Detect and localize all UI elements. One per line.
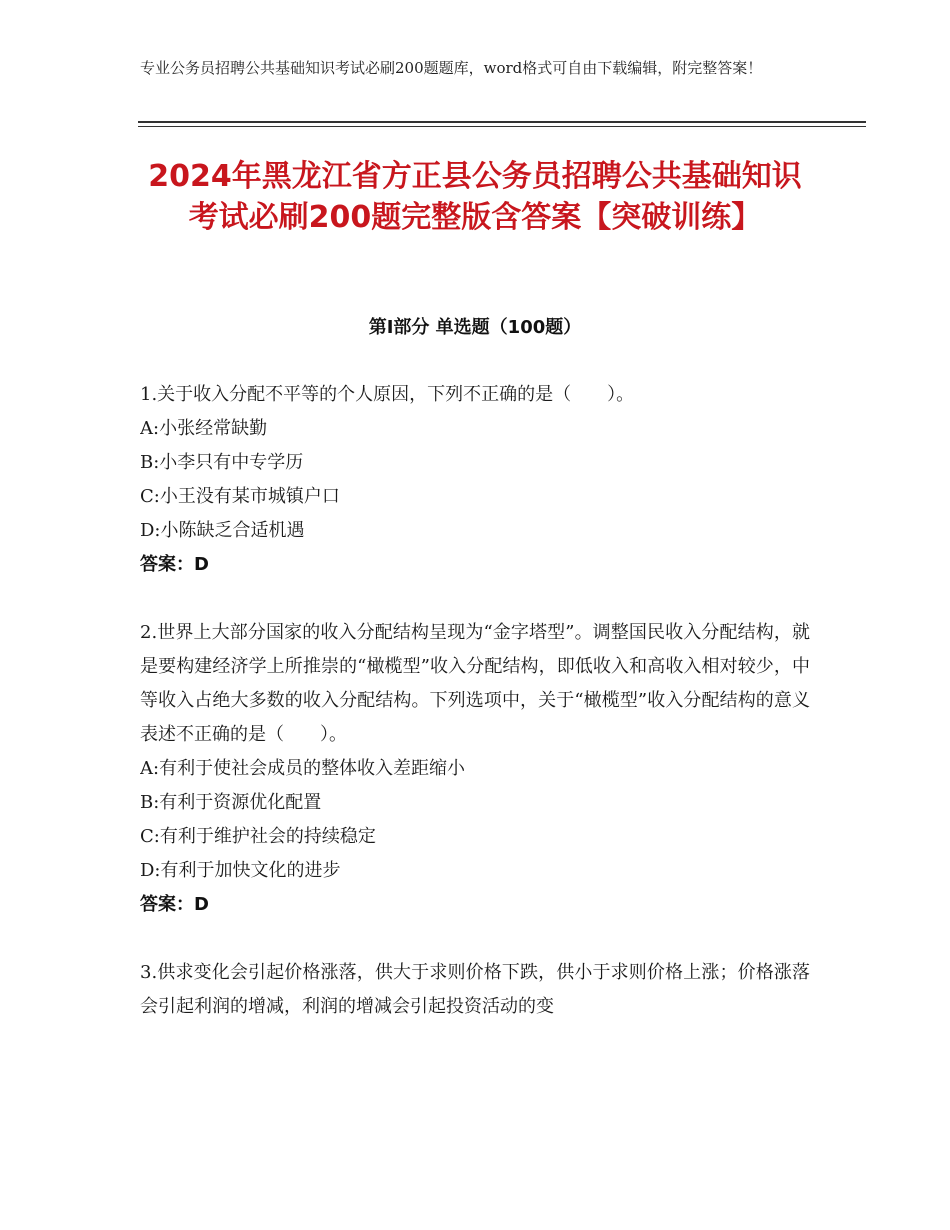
option-d: D:小陈缺乏合适机遇 bbox=[140, 520, 305, 541]
question-text: 3.供求变化会引起价格涨落，供大于求则价格下跌，供小于求则价格上涨；价格涨落会引起利润的增减，利润的增减会引起投资活动的变 bbox=[140, 962, 810, 1017]
question-list bbox=[140, 378, 810, 1068]
option-d: D:有利于加快文化的进步 bbox=[140, 860, 341, 881]
question-text: 1.关于收入分配不平等的个人原因，下列不正确的是（ ）。 bbox=[140, 384, 635, 405]
header-rule-thick bbox=[138, 121, 866, 123]
question-1 bbox=[140, 378, 810, 582]
option-c: C:小王没有某市城镇户口 bbox=[140, 486, 340, 507]
document-header-note: 专业公务员招聘公共基础知识考试必刷200题题库，word格式可自由下载编辑，附完整答案！ bbox=[140, 59, 763, 77]
question-3 bbox=[140, 956, 810, 1024]
option-a: A:有利于使社会成员的整体收入差距缩小 bbox=[140, 758, 466, 779]
question-text: 2.世界上大部分国家的收入分配结构呈现为“金字塔型”。调整国民收入分配结构，就是要构建经济学上所推崇的“橄榄型”收入分配结构，即低收入和高收入相对较少，中等收入占绝大多数的收入分配结构。下列选项中，关于“橄榄型”收入分配结构的意义表述不正确的是（ ）。 bbox=[140, 622, 810, 745]
option-b: B:小李只有中专学历 bbox=[140, 452, 304, 473]
option-b: B:有利于资源优化配置 bbox=[140, 792, 322, 813]
answer-label: 答案：D bbox=[140, 554, 209, 575]
option-a: A:小张经常缺勤 bbox=[140, 418, 268, 439]
option-c: C:有利于维护社会的持续稳定 bbox=[140, 826, 376, 847]
header-rule-thin bbox=[138, 126, 866, 127]
answer-label: 答案：D bbox=[140, 894, 209, 915]
section-title: 第Ⅰ部分 单选题（100题） bbox=[368, 317, 582, 338]
question-2 bbox=[140, 616, 810, 922]
document-title: 2024年黑龙江省方正县公务员招聘公共基础知识考试必刷200题完整版含答案【突破训练】 bbox=[148, 159, 802, 235]
